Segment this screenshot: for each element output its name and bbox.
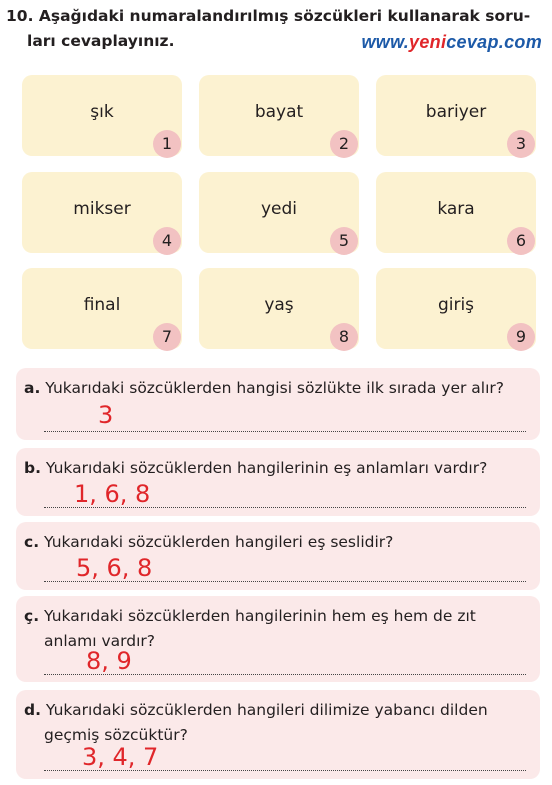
word-card xyxy=(199,172,359,253)
answer-line xyxy=(44,770,526,771)
question-prompt: Yukarıdaki sözcüklerden hangisi sözlükte ilk sırada yer alır? xyxy=(45,379,505,397)
card-number-badge: 4 xyxy=(153,227,181,255)
word-card xyxy=(199,75,359,156)
question-line-1: Aşağıdaki numaralandırılmış sözcükleri kullanarak soru- xyxy=(38,7,531,25)
question-prompt-cont: geçmiş sözcüktür? xyxy=(44,726,188,744)
question-b-box xyxy=(16,448,540,516)
question-a-box xyxy=(16,368,540,440)
word-card xyxy=(199,268,359,349)
question-d-text xyxy=(24,698,532,748)
card-number-badge: 8 xyxy=(330,323,358,351)
card-word: giriş xyxy=(437,295,475,315)
card-word: yaş xyxy=(264,295,294,315)
answer-line xyxy=(44,581,526,582)
question-letter: b. xyxy=(24,459,41,477)
word-card xyxy=(376,75,536,156)
question-letter: d. xyxy=(24,701,41,719)
word-card xyxy=(22,172,182,253)
word-card xyxy=(22,75,182,156)
card-word: bayat xyxy=(254,102,304,122)
card-number-badge: 7 xyxy=(153,323,181,351)
card-number-badge: 6 xyxy=(507,227,535,255)
card-word: yedi xyxy=(260,199,298,219)
question-prompt-cont: anlamı vardır? xyxy=(44,632,155,650)
word-card xyxy=(22,268,182,349)
question-header xyxy=(6,4,546,56)
card-number-badge: 3 xyxy=(507,130,535,158)
question-letter: a. xyxy=(24,379,41,397)
card-number-badge: 1 xyxy=(153,130,181,158)
handwritten-answer: 8, 9 xyxy=(86,647,132,675)
card-word: bariyer xyxy=(425,102,487,122)
question-letter: c. xyxy=(24,533,40,551)
question-a-text xyxy=(24,376,532,401)
question-c-text xyxy=(24,530,532,555)
handwritten-answer: 3 xyxy=(98,401,114,429)
question-c-box xyxy=(16,522,540,590)
question-number: 10. xyxy=(6,7,34,25)
watermark-logo: www.yenicevap.com xyxy=(361,32,542,52)
word-card xyxy=(376,268,536,349)
question-d-box xyxy=(16,690,540,779)
question-prompt: Yukarıdaki sözcüklerden hangilerinin eş anlamları vardır? xyxy=(45,459,488,477)
card-number-badge: 2 xyxy=(330,130,358,158)
card-word: mikser xyxy=(73,199,131,219)
question-prompt: Yukarıdaki sözcüklerden hangileri dilimize yabancı dilden xyxy=(45,701,488,719)
handwritten-answer: 3, 4, 7 xyxy=(82,743,159,771)
answer-line xyxy=(44,674,526,675)
card-number-badge: 5 xyxy=(330,227,358,255)
card-word: final xyxy=(83,295,121,315)
card-word: kara xyxy=(437,199,475,219)
handwritten-answer: 5, 6, 8 xyxy=(76,554,153,582)
answer-line xyxy=(44,507,526,508)
card-number-badge: 9 xyxy=(507,323,535,351)
question-line-2: ları cevaplayınız. xyxy=(27,32,175,50)
question-letter: ç. xyxy=(24,607,40,625)
question-c-cedilla-box xyxy=(16,596,540,682)
card-word: şık xyxy=(90,102,114,122)
question-prompt: Yukarıdaki sözcüklerden hangilerinin hem eş hem de zıt xyxy=(44,607,476,625)
word-card xyxy=(376,172,536,253)
answer-line xyxy=(44,431,526,432)
handwritten-answer: 1, 6, 8 xyxy=(74,480,151,508)
question-b-text xyxy=(24,456,532,481)
question-prompt: Yukarıdaki sözcüklerden hangileri eş seslidir? xyxy=(44,533,394,551)
